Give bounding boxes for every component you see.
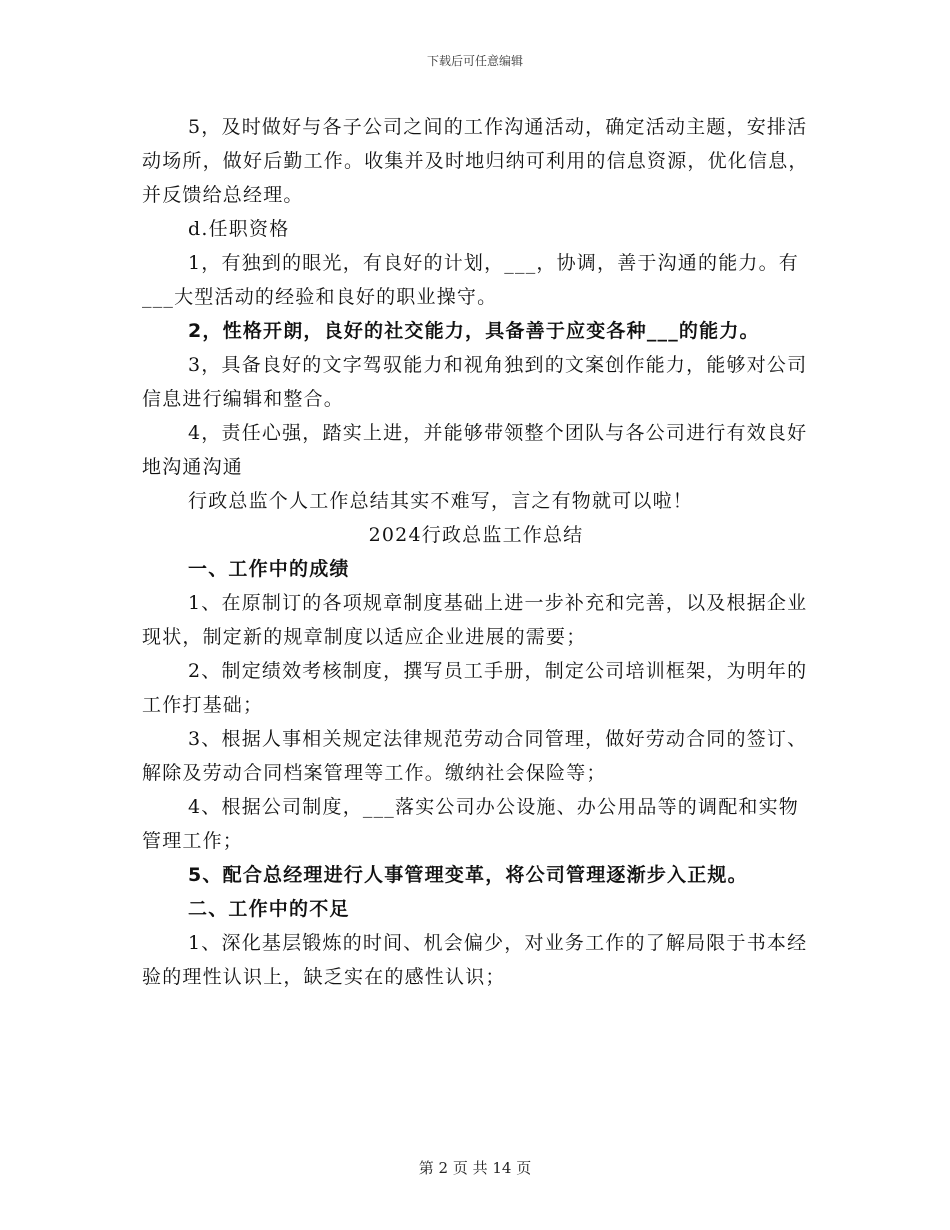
paragraph-8: 1、在原制订的各项规章制度基础上进一步补充和完善，以及根据企业现状，制定新的规章制度以适应企业进展的需要； <box>142 592 808 648</box>
paragraph-1: 5，及时做好与各子公司之间的工作沟通活动，确定活动主题，安排活动场所，做好后勤工作。收集并及时地归纳可利用的信息资源，优化信息，并反馈给总经理。 <box>142 116 809 206</box>
paragraph-6: 4，责任心强，踏实上进，并能够带领整个团队与各公司进行有效良好地沟通沟通 <box>142 422 808 478</box>
page-number: 第 2 页 共 14 页 <box>418 1159 532 1177</box>
paragraph-11: 4、根据公司制度，___落实公司办公设施、办公用品等的调配和实物管理工作； <box>142 796 799 852</box>
paragraph-13: 1、深化基层锻炼的时间、机会偏少，对业务工作的了解局限于书本经验的理性认识上，缺乏实在的感性认识； <box>142 932 808 988</box>
document-body <box>142 110 810 994</box>
paragraph-2-heading: d.任职资格 <box>188 218 290 240</box>
paragraph-4: 2，性格开朗，良好的社交能力，具备善于应变各种___的能力。 <box>188 320 760 342</box>
paragraph-5: 3，具备良好的文字驾驭能力和视角独到的文案创作能力，能够对公司信息进行编辑和整合。 <box>142 354 808 410</box>
heading-shortcomings: 二、工作中的不足 <box>188 898 350 920</box>
page-header-note: 下载后可任意编辑 <box>426 54 523 68</box>
paragraph-9: 2、制定绩效考核制度，撰写员工手册，制定公司培训框架，为明年的工作打基础； <box>142 660 808 716</box>
section-title: 2024行政总监工作总结 <box>368 524 584 546</box>
paragraph-12: 5、配合总经理进行人事管理变革，将公司管理逐渐步入正规。 <box>188 864 748 886</box>
paragraph-10: 3、根据人事相关规定法律规范劳动合同管理，做好劳动合同的签订、解除及劳动合同档案管理等工作。缴纳社会保险等； <box>142 728 808 784</box>
heading-achievements: 一、工作中的成绩 <box>188 558 350 580</box>
paragraph-7: 行政总监个人工作总结其实不难写，言之有物就可以啦！ <box>188 490 694 512</box>
paragraph-3: 1，有独到的眼光，有良好的计划，___，协调，善于沟通的能力。有___大型活动的经验和良好的职业操守。 <box>142 252 799 308</box>
